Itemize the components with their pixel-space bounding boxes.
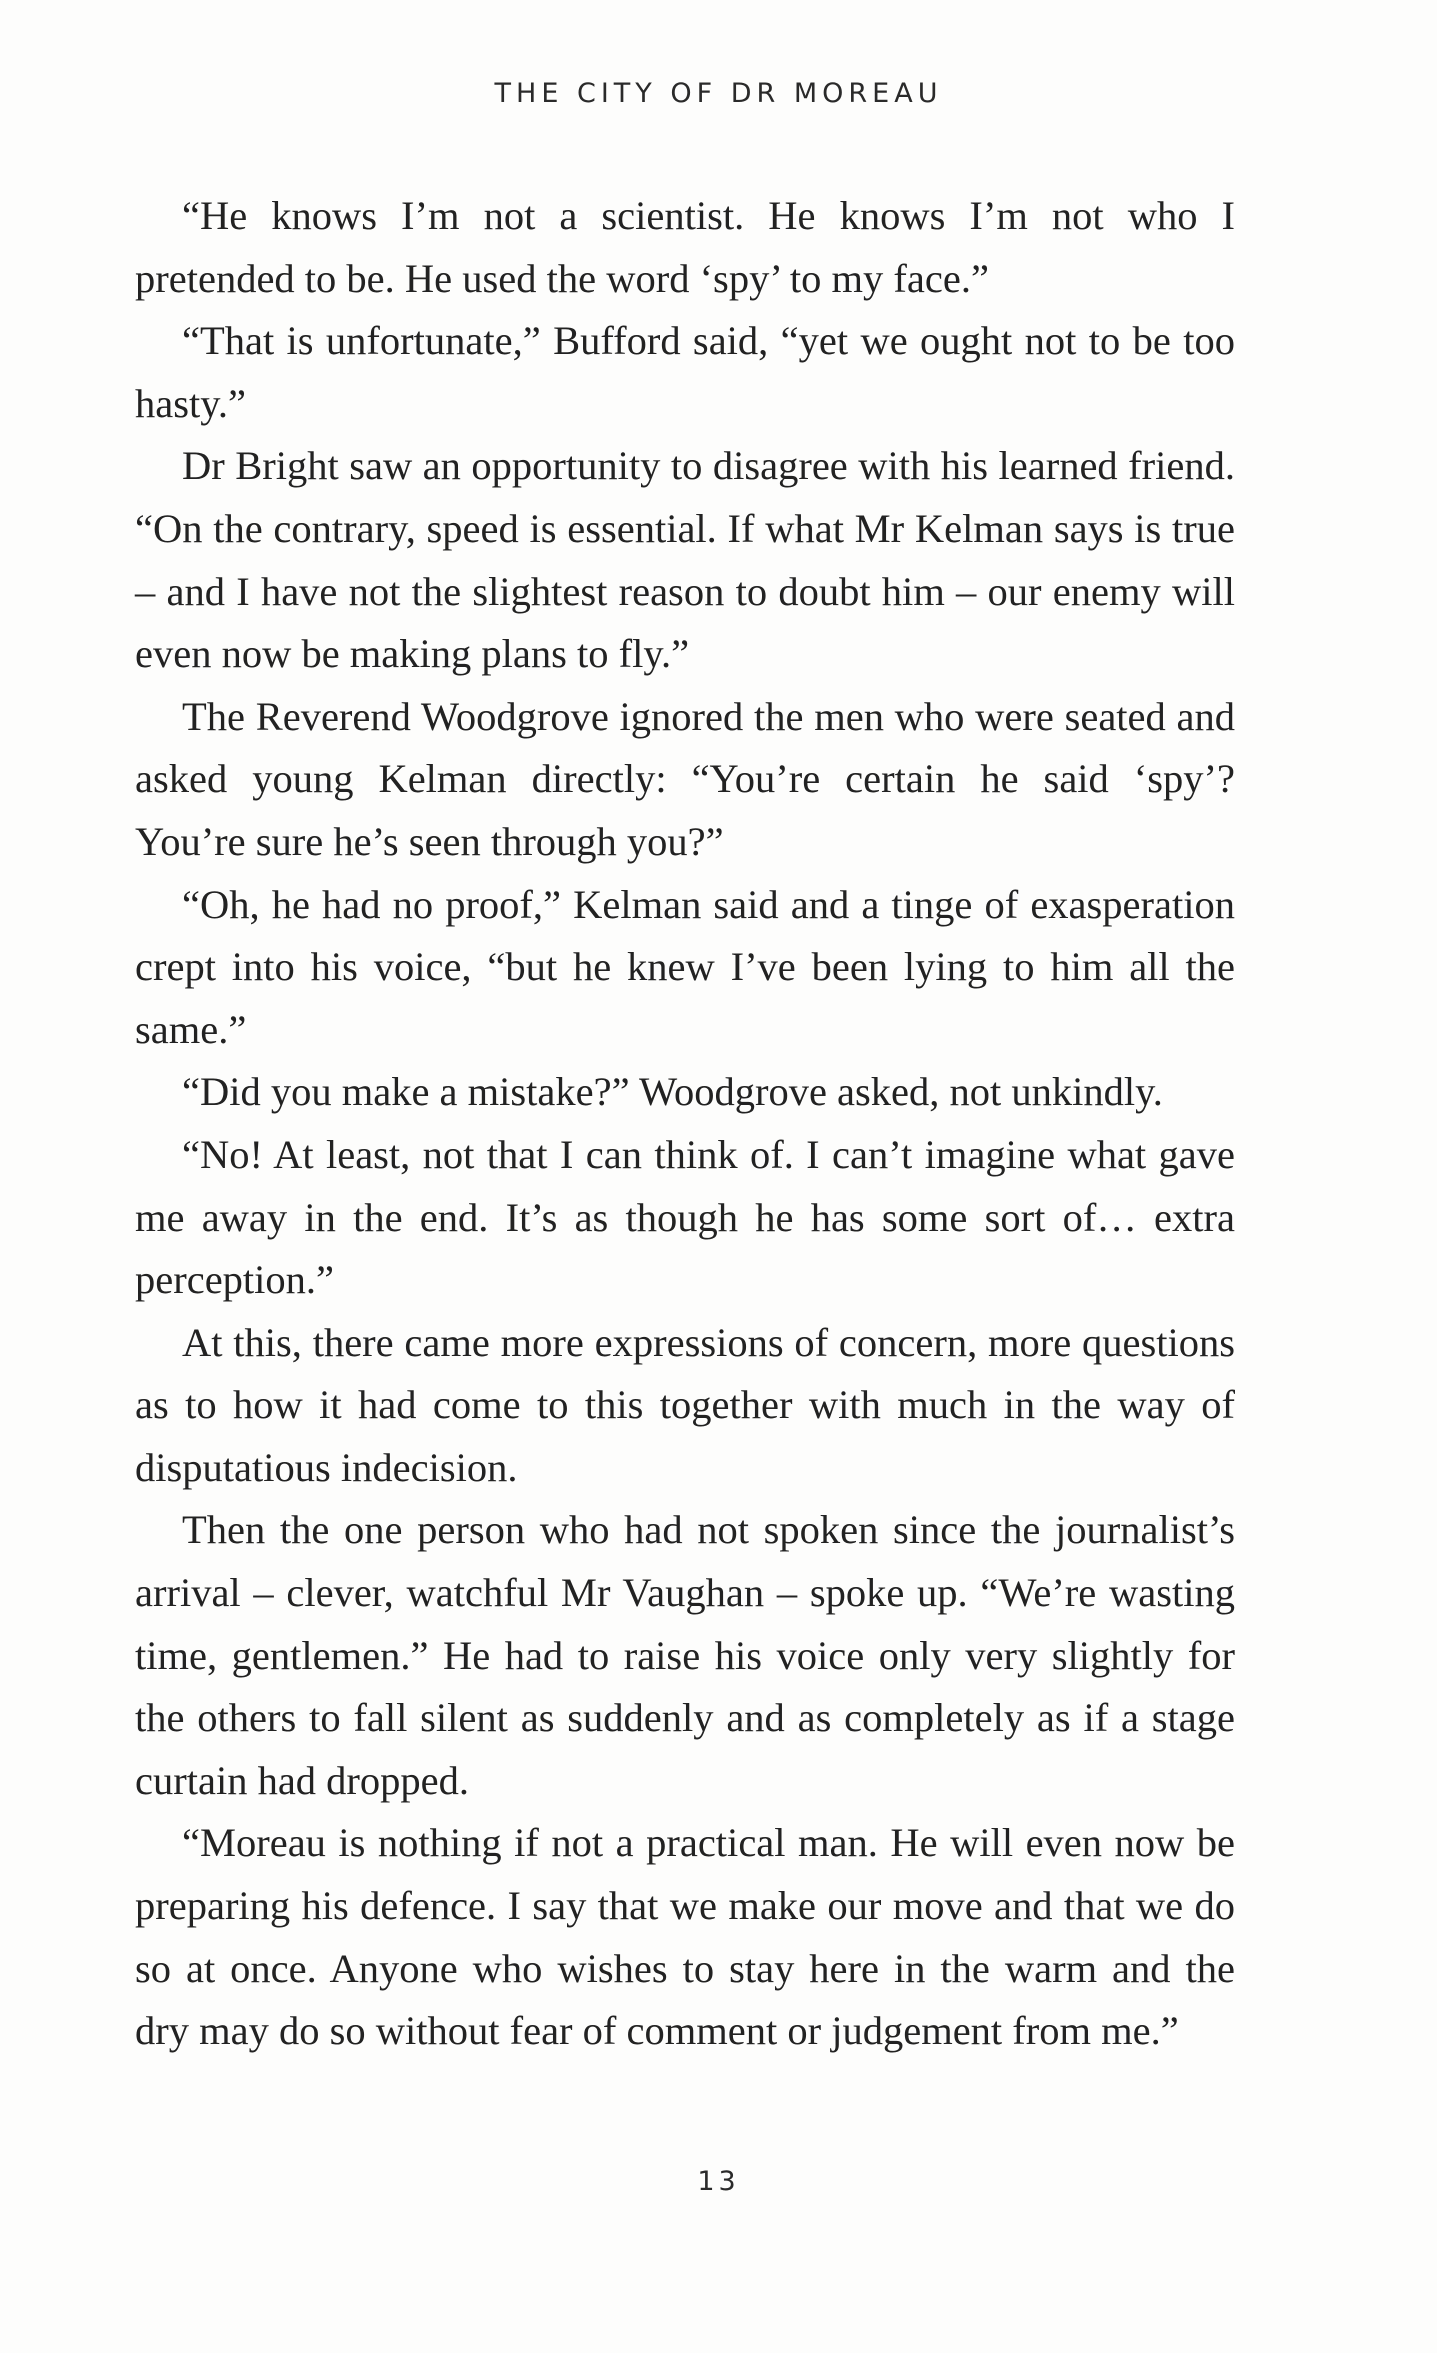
paragraph: “Did you make a mistake?” Woodgrove asked, not unkindly. [182,1069,1163,1115]
paragraph: The Reverend Woodgrove ignored the men who were seated and asked young Kelman directly: “You’re certain he said ‘spy’? You’re sure he’s seen through you?” [135,693,1235,864]
page-number: 13 [697,2166,740,2197]
running-head: THE CITY OF DR MOREAU [494,78,943,109]
paragraph: “Oh, he had no proof,” Kelman said and a tinge of exasperation crept into his voice, “but he knew I’ve been lying to him all the same.” [135,881,1235,1052]
paragraph: At this, there came more expressions of concern, more questions as to how it had come to this together with much in the way of disputatious indecision. [135,1319,1235,1490]
paragraph: “Moreau is nothing if not a practical man. He will even now be preparing his defence. I say that we make our move and that we do so at once. Anyone who wishes to stay here in the warm and the dry may do so without fear of comment or judgement from me.” [135,1820,1235,2054]
paragraph: “That is unfortunate,” Bufford said, “yet we ought not to be too hasty.” [135,318,1235,426]
body-text [135,185,1235,2063]
paragraph: Dr Bright saw an opportunity to disagree with his learned friend. “On the contrary, speed is essential. If what Mr Kelman says is true – and I have not the slightest reason to doubt him – our enemy will even now be making plans to fly.” [135,443,1235,677]
paragraph: Then the one person who had not spoken since the journalist’s arrival – clever, watchful Mr Vaughan – spoke up. “We’re wasting time, gentlemen.” He had to raise his voice only very slightly for the others to fall silent as suddenly and as completely as if a stage curtain had dropped. [135,1507,1235,1803]
paragraph: “No! At least, not that I can think of. I can’t imagine what gave me away in the end. It’s as though he has some sort of… extra perception.” [135,1131,1235,1303]
paragraph: “He knows I’m not a scientist. He knows I’m not who I pretended to be. He used the word ‘spy’ to my face.” [135,193,1235,301]
